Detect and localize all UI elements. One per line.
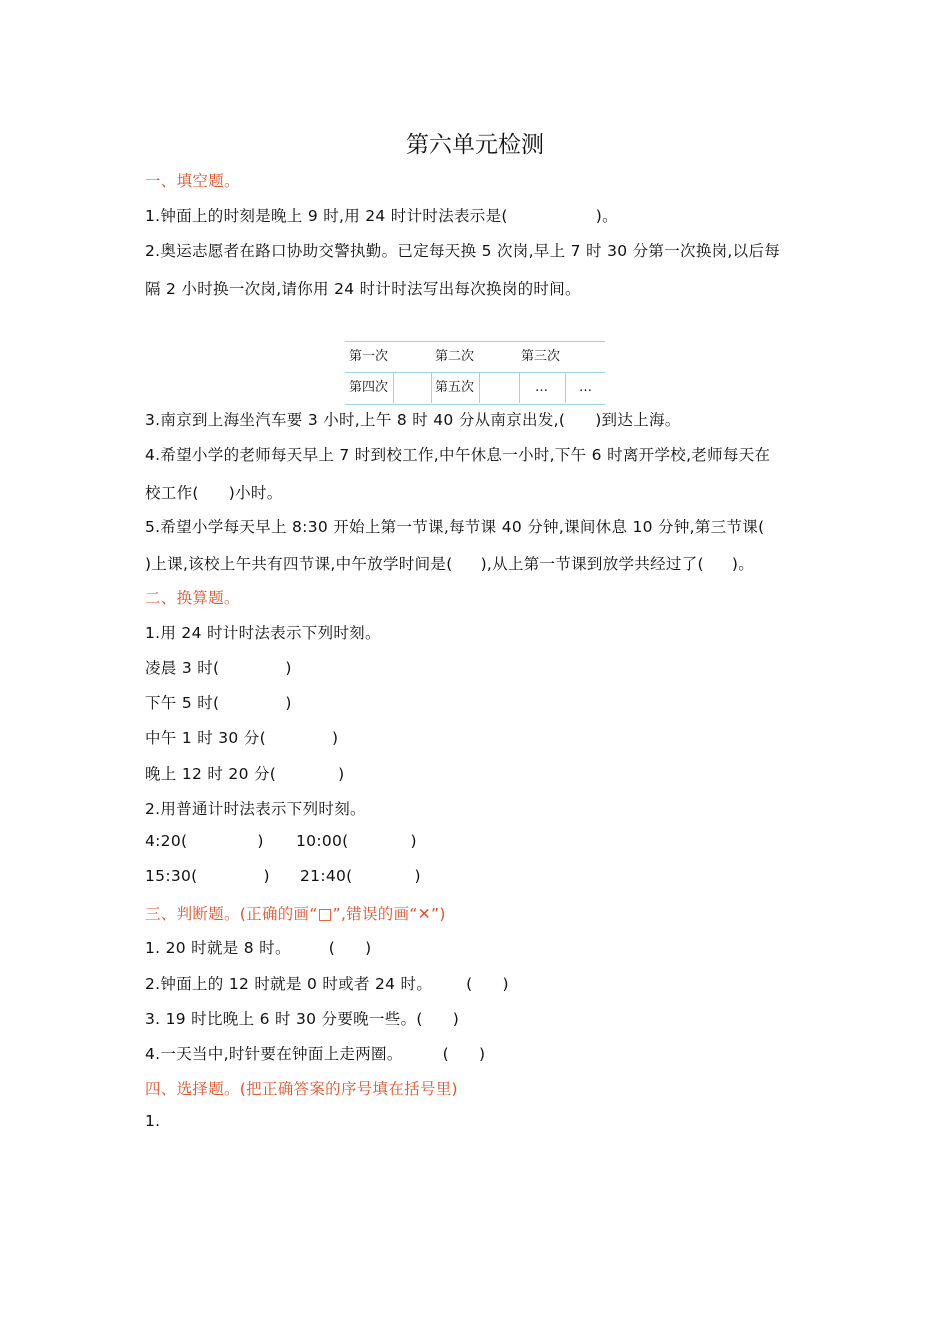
- conversion-item: [145, 726, 338, 748]
- table-cell: 第五次: [435, 380, 475, 395]
- table-cell: …: [535, 380, 548, 395]
- conversion-item: [145, 867, 270, 885]
- question-1-4-line1: 4.希望小学的老师每天早上 7 时到校工作,中午休息一小时,下午 6 时离开学校,老师每天在: [145, 446, 771, 464]
- question-text: ): [478, 1045, 486, 1063]
- table-cell: 第四次: [349, 380, 389, 395]
- question-text: ): [502, 975, 509, 993]
- question-text: 3.南京到上海坐汽车要 3 小时,上午 8 时 40 分从南京出发,(: [145, 411, 566, 429]
- question-text: )小时。: [228, 484, 283, 502]
- section-heading-conversion: 二、换算题。: [145, 589, 240, 607]
- table-cell: 第二次: [435, 349, 475, 364]
- table-cell: 第三次: [521, 349, 561, 364]
- section-heading-judgement: 三、判断题。(正确的画“□”,错误的画“✕”): [145, 905, 446, 923]
- conversion-item: [296, 832, 417, 850]
- conversion-item: [145, 832, 264, 850]
- question-text: 3. 19 时比晚上 6 时 30 分要晚一些。(: [145, 1010, 423, 1028]
- table-cell: …: [579, 380, 592, 395]
- question-1-4-line2: [145, 481, 283, 503]
- question-text: 中午 1 时 30 分(: [145, 729, 266, 747]
- judgement-item: [145, 972, 509, 994]
- conversion-item: [145, 691, 292, 713]
- question-text: ): [285, 694, 292, 712]
- question-text: ): [338, 765, 345, 783]
- question-text: 凌晨 3 时(: [145, 659, 220, 677]
- question-text: )。: [731, 555, 755, 573]
- section-heading-fill-blank: 一、填空题。: [145, 172, 240, 190]
- question-text: ): [365, 939, 372, 957]
- question-1-2-line1: 2.奥运志愿者在路口协助交警执勤。已定每天换 5 次岗,早上 7 时 30 分第一次换岗,以后每: [145, 242, 781, 260]
- question-text: )到达上海。: [595, 411, 681, 429]
- question-text: ): [414, 867, 421, 885]
- question-text: ),从上第一节课到放学共经过了(: [480, 555, 704, 573]
- conversion-item: [145, 762, 344, 784]
- question-1-2-line2: 隔 2 小时换一次岗,请你用 24 时计时法写出每次换岗的时间。: [145, 280, 581, 298]
- question-1-3: [145, 408, 681, 430]
- question-text: ): [410, 832, 417, 850]
- table-divider: [393, 373, 394, 403]
- table-divider: [519, 373, 520, 403]
- question-text: 4:20(: [145, 832, 188, 850]
- question-text: (: [442, 1045, 449, 1063]
- table-divider: [565, 373, 566, 403]
- question-text: 晚上 12 时 20 分(: [145, 765, 277, 783]
- question-1-1: [145, 204, 618, 226]
- choice-question-1: 1.: [145, 1112, 161, 1130]
- question-text: 下午 5 时(: [145, 694, 220, 712]
- section-heading-choice: 四、选择题。(把正确答案的序号填在括号里): [145, 1080, 458, 1098]
- question-text: )。: [595, 207, 618, 225]
- question-text: ): [331, 729, 339, 747]
- conversion-item: [300, 867, 421, 885]
- question-text: ): [452, 1010, 460, 1028]
- question-text: 15:30(: [145, 867, 198, 885]
- question-text: ): [263, 867, 270, 885]
- question-text: )上课,该校上午共有四节课,中午放学时间是(: [145, 555, 453, 573]
- question-text: 21:40(: [300, 867, 353, 885]
- judgement-item: [145, 1007, 459, 1029]
- question-text: 1. 20 时就是 8 时。: [145, 939, 291, 957]
- question-1-5-line2: [145, 552, 754, 574]
- question-text: 校工作(: [145, 484, 199, 502]
- question-text: ): [285, 659, 292, 677]
- question-1-5-line1: 5.希望小学每天早上 8:30 开始上第一节课,每节课 40 分钟,课间休息 10 分钟,第三节课(: [145, 518, 765, 536]
- conversion-prompt-1: 1.用 24 时计时法表示下列时刻。: [145, 624, 381, 642]
- table-divider: [479, 373, 480, 403]
- table-divider: [431, 373, 432, 403]
- question-text: 10:00(: [296, 832, 349, 850]
- judgement-item: [145, 1042, 485, 1064]
- question-text: ): [257, 832, 264, 850]
- question-text: (: [328, 939, 336, 957]
- table-cell: 第一次: [349, 349, 389, 364]
- question-text: 1.钟面上的时刻是晚上 9 时,用 24 时计时法表示是(: [145, 207, 508, 225]
- table-row: [345, 342, 605, 373]
- judgement-item: [145, 936, 372, 958]
- table-row: [345, 373, 605, 403]
- shift-table: [345, 341, 605, 405]
- question-text: 4.一天当中,时针要在钟面上走两圈。: [145, 1045, 403, 1063]
- conversion-item: [145, 656, 292, 678]
- conversion-prompt-2: 2.用普通计时法表示下列时刻。: [145, 800, 366, 818]
- question-text: 2.钟面上的 12 时就是 0 时或者 24 时。: [145, 975, 433, 993]
- question-text: (: [466, 975, 473, 993]
- page-title: 第六单元检测: [406, 132, 544, 158]
